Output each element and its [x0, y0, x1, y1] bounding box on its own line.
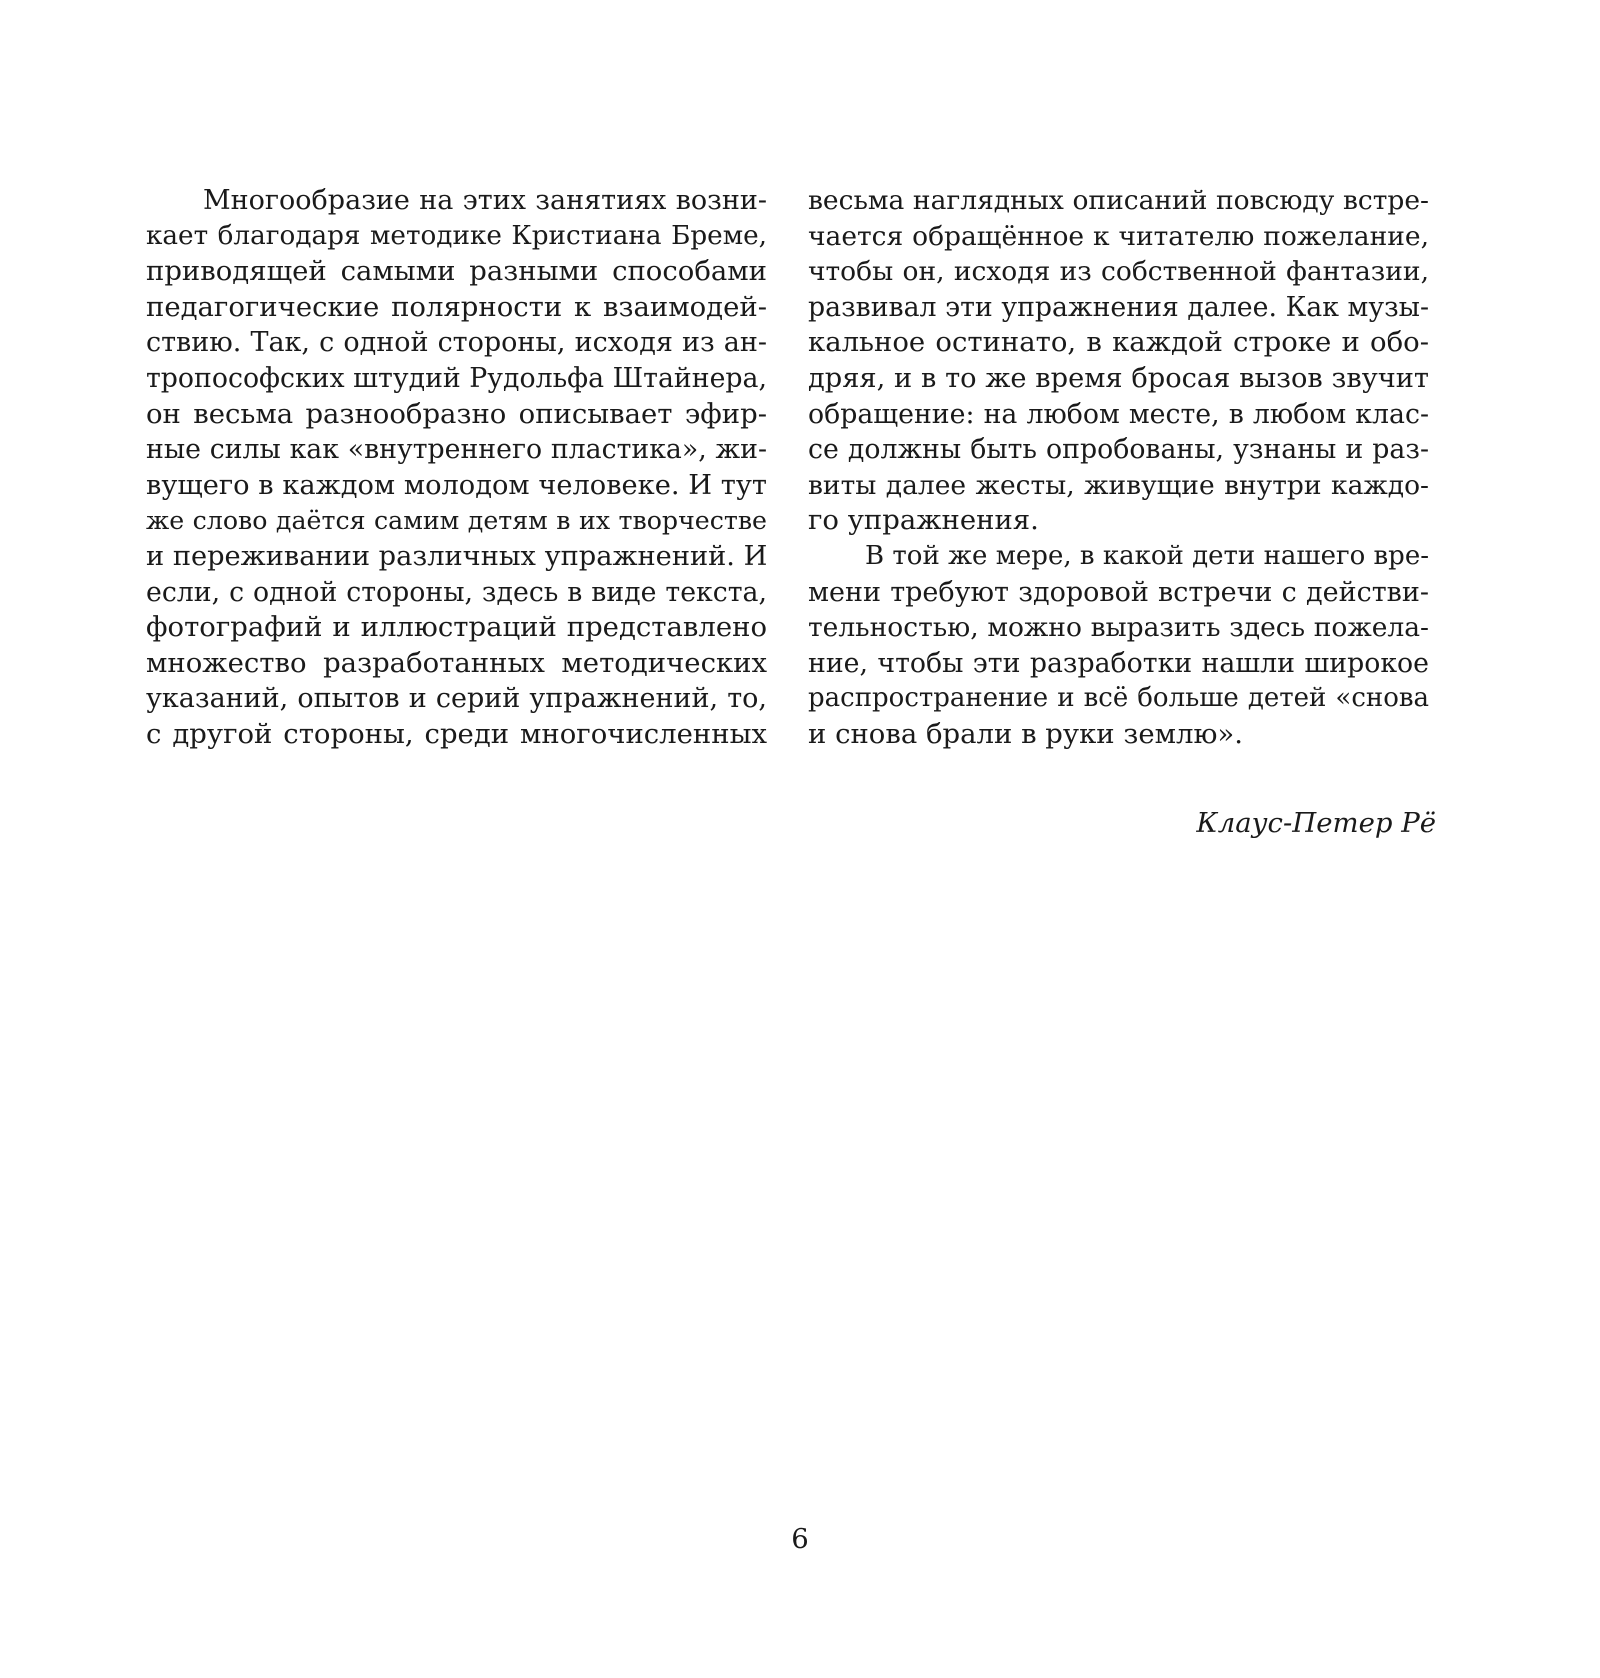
text-line: с другой стороны, среди многочисленных [146, 717, 767, 750]
text-line: го упражнения. [808, 504, 1039, 537]
text-line: и снова брали в руки землю». [808, 717, 1243, 750]
text-line: если, с одной стороны, здесь в виде текста, [146, 576, 767, 608]
text-line: тропософских штудий Рудольфа Штайнера, [146, 362, 767, 394]
text-line: вущего в каждом молодом человеке. И тут [146, 469, 767, 501]
text-line: В той же мере, в какой дети нашего вре- [865, 540, 1429, 571]
text-line: фотографий и иллюстраций представлено [146, 611, 767, 644]
text-line: виты далее жесты, живущие внутри каждо- [808, 469, 1429, 501]
text-line: ствию. Так, с одной стороны, исходя из ан- [146, 327, 767, 359]
text-line: Многообразие на этих занятиях возни- [203, 185, 767, 216]
text-line: весьма наглядных описаний повсюду встре- [808, 185, 1429, 216]
author-signature: Клаус-Петер Рё [1196, 807, 1436, 839]
right-text-column [808, 183, 1429, 753]
text-line: указаний, опытов и серий упражнений, то, [146, 683, 767, 715]
text-line: же слово даётся самим детям в их творчестве [146, 506, 767, 536]
text-line: чается обращённое к читателю пожелание, [808, 220, 1429, 252]
text-line: се должны быть опробованы, узнаны и раз- [808, 434, 1429, 466]
text-line: педагогические полярности к взаимодей- [146, 290, 767, 323]
text-line: тельностью, можно выразить здесь пожела- [808, 612, 1429, 644]
text-line: обращение: на любом месте, в любом клас- [808, 398, 1429, 430]
text-line: дряя, и в то же время бросая вызов звучит [808, 362, 1429, 394]
text-line: и переживании различных упражнений. И [146, 540, 767, 572]
text-line: чтобы он, исходя из собственной фантазии, [808, 256, 1429, 288]
text-line: множество разработанных методических [146, 646, 767, 679]
text-line: кальное остинато, в каждой строке и обо- [808, 326, 1429, 359]
text-line: развивал эти упражнения далее. Как музы- [808, 291, 1429, 323]
text-line: мени требуют здоровой встречи с действи- [808, 576, 1429, 608]
text-line: кает благодаря методике Кристиана Бреме, [146, 220, 767, 251]
page-number: 6 [791, 1523, 809, 1555]
text-line: приводящей самыми разными способами [146, 255, 767, 288]
text-line: распространение и всё больше детей «снова [808, 683, 1429, 714]
text-line: он весьма разнообразно описывает эфир- [146, 397, 767, 430]
text-line: ные силы как «внутреннего пластика», жи- [146, 434, 767, 466]
left-text-column [146, 183, 767, 753]
text-line: ние, чтобы эти разработки нашли широкое [808, 647, 1429, 679]
